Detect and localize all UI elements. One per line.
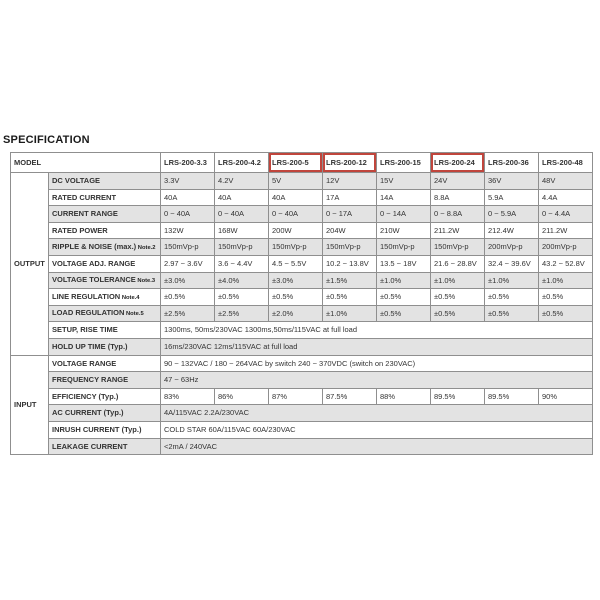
value-span-cell: 90 ~ 132VAC / 180 ~ 264VAC by switch 240 ~ 370VDC (switch on 230VAC) [161, 355, 593, 372]
value-cell: ±0.5% [377, 289, 431, 306]
model-header-lrs-200-5: LRS-200-5 [269, 153, 323, 173]
value-cell: ±1.5% [323, 272, 377, 289]
value-cell: 3.3V [161, 173, 215, 190]
spec-row-rated-current [11, 189, 593, 206]
spec-row-voltage-range [11, 355, 593, 372]
value-cell: ±4.0% [215, 272, 269, 289]
row-note: Note.3 [135, 277, 156, 284]
value-cell: 200W [269, 222, 323, 239]
value-cell: 12V [323, 173, 377, 190]
row-label: LOAD REGULATION Note.5 [49, 305, 161, 322]
value-cell: 40A [161, 189, 215, 206]
value-cell: 212.4W [485, 222, 539, 239]
row-note: Note.2 [136, 244, 156, 251]
value-cell: 40A [269, 189, 323, 206]
spec-row-frequency-range [11, 372, 593, 389]
value-cell: 5.9A [485, 189, 539, 206]
value-cell: ±1.0% [485, 272, 539, 289]
value-cell: ±0.5% [269, 289, 323, 306]
row-label: LEAKAGE CURRENT [49, 438, 161, 455]
row-label: HOLD UP TIME (Typ.) [49, 338, 161, 355]
value-cell: 90% [539, 388, 593, 405]
value-cell: ±3.0% [161, 272, 215, 289]
value-cell: ±1.0% [377, 272, 431, 289]
value-cell: ±1.0% [431, 272, 485, 289]
value-cell: 5V [269, 173, 323, 190]
value-cell: ±1.0% [323, 305, 377, 322]
spec-table-body [11, 173, 593, 455]
value-cell: 211.2W [431, 222, 485, 239]
row-label: LINE REGULATION Note.4 [49, 289, 161, 306]
model-header-lrs-200-4-2: LRS-200-4.2 [215, 153, 269, 173]
value-cell: ±0.5% [431, 305, 485, 322]
value-cell: 0 ~ 4.4A [539, 206, 593, 223]
value-cell: ±2.0% [269, 305, 323, 322]
value-cell: 15V [377, 173, 431, 190]
value-cell: 204W [323, 222, 377, 239]
value-cell: 86% [215, 388, 269, 405]
value-cell: 0 ~ 17A [323, 206, 377, 223]
value-cell: ±0.5% [539, 289, 593, 306]
model-header-lrs-200-12: LRS-200-12 [323, 153, 377, 173]
value-cell: ±0.5% [485, 305, 539, 322]
value-cell: 14A [377, 189, 431, 206]
value-span-cell: 1300ms, 50ms/230VAC 1300ms,50ms/115VAC at full load [161, 322, 593, 339]
value-cell: 0 ~ 14A [377, 206, 431, 223]
value-cell: 211.2W [539, 222, 593, 239]
value-cell: ±2.5% [161, 305, 215, 322]
value-cell: 4.2V [215, 173, 269, 190]
spec-row-hold-up-time-typ [11, 338, 593, 355]
section-label-output: OUTPUT [11, 173, 49, 356]
spec-row-setup-rise-time [11, 322, 593, 339]
model-header-lrs-200-15: LRS-200-15 [377, 153, 431, 173]
value-span-cell: <2mA / 240VAC [161, 438, 593, 455]
value-cell: ±2.5% [215, 305, 269, 322]
spec-row-inrush-current-typ [11, 421, 593, 438]
value-cell: 83% [161, 388, 215, 405]
value-cell: ±0.5% [323, 289, 377, 306]
value-cell: ±0.5% [539, 305, 593, 322]
spec-row-dc-voltage [11, 173, 593, 190]
row-label: RATED POWER [49, 222, 161, 239]
model-header-lrs-200-24: LRS-200-24 [431, 153, 485, 173]
row-label: SETUP, RISE TIME [49, 322, 161, 339]
value-cell: 0 ~ 40A [215, 206, 269, 223]
row-label: CURRENT RANGE [49, 206, 161, 223]
value-cell: 200mVp-p [485, 239, 539, 256]
value-cell: 10.2 ~ 13.8V [323, 255, 377, 272]
row-label: DC VOLTAGE [49, 173, 161, 190]
spec-row-line-regulation [11, 289, 593, 306]
value-cell: 17A [323, 189, 377, 206]
value-cell: 150mVp-p [323, 239, 377, 256]
spec-row-rated-power [11, 222, 593, 239]
value-cell: 150mVp-p [215, 239, 269, 256]
value-cell: 0 ~ 40A [161, 206, 215, 223]
value-cell: 150mVp-p [269, 239, 323, 256]
value-cell: 3.6 ~ 4.4V [215, 255, 269, 272]
model-header-lrs-200-3-3: LRS-200-3.3 [161, 153, 215, 173]
value-cell: 87% [269, 388, 323, 405]
value-cell: 0 ~ 5.9A [485, 206, 539, 223]
spec-row-efficiency-typ [11, 388, 593, 405]
value-cell: 0 ~ 40A [269, 206, 323, 223]
value-span-cell: 16ms/230VAC 12ms/115VAC at full load [161, 338, 593, 355]
value-cell: ±0.5% [161, 289, 215, 306]
page-title: SPECIFICATION [3, 134, 90, 146]
model-header-lrs-200-48: LRS-200-48 [539, 153, 593, 173]
spec-row-ac-current-typ [11, 405, 593, 422]
value-cell: 4.5 ~ 5.5V [269, 255, 323, 272]
value-cell: 0 ~ 8.8A [431, 206, 485, 223]
value-cell: ±0.5% [377, 305, 431, 322]
model-header-lrs-200-36: LRS-200-36 [485, 153, 539, 173]
value-cell: ±0.5% [431, 289, 485, 306]
value-cell: 2.97 ~ 3.6V [161, 255, 215, 272]
value-cell: 48V [539, 173, 593, 190]
value-cell: 150mVp-p [431, 239, 485, 256]
value-cell: 43.2 ~ 52.8V [539, 255, 593, 272]
value-span-cell: COLD STAR 60A/115VAC 60A/230VAC [161, 421, 593, 438]
row-label: VOLTAGE RANGE [49, 355, 161, 372]
row-label: RATED CURRENT [49, 189, 161, 206]
value-cell: 200mVp-p [539, 239, 593, 256]
value-span-cell: 47 ~ 63Hz [161, 372, 593, 389]
value-cell: 210W [377, 222, 431, 239]
value-cell: 32.4 ~ 39.6V [485, 255, 539, 272]
spec-row-current-range [11, 206, 593, 223]
value-cell: 88% [377, 388, 431, 405]
spec-row-leakage-current [11, 438, 593, 455]
row-label: RIPPLE & NOISE (max.) Note.2 [49, 239, 161, 256]
row-label: INRUSH CURRENT (Typ.) [49, 421, 161, 438]
value-cell: ±3.0% [269, 272, 323, 289]
value-cell: 132W [161, 222, 215, 239]
row-label: EFFICIENCY (Typ.) [49, 388, 161, 405]
value-cell: 168W [215, 222, 269, 239]
value-cell: 4.4A [539, 189, 593, 206]
row-note: Note.5 [124, 311, 144, 318]
value-cell: 24V [431, 173, 485, 190]
value-cell: 89.5% [431, 388, 485, 405]
value-cell: 87.5% [323, 388, 377, 405]
value-cell: 13.5 ~ 18V [377, 255, 431, 272]
row-note: Note.4 [120, 294, 140, 301]
value-span-cell: 4A/115VAC 2.2A/230VAC [161, 405, 593, 422]
value-cell: 89.5% [485, 388, 539, 405]
row-label: VOLTAGE ADJ. RANGE [49, 255, 161, 272]
value-cell: ±1.0% [539, 272, 593, 289]
row-label: FREQUENCY RANGE [49, 372, 161, 389]
value-cell: ±0.5% [215, 289, 269, 306]
model-header-row [11, 153, 593, 173]
model-label-cell: MODEL [11, 153, 161, 173]
section-label-input: INPUT [11, 355, 49, 455]
specification-table [10, 152, 593, 455]
value-cell: 21.6 ~ 28.8V [431, 255, 485, 272]
row-label: VOLTAGE TOLERANCE Note.3 [49, 272, 161, 289]
spec-row-ripple-noise-max [11, 239, 593, 256]
value-cell: ±0.5% [485, 289, 539, 306]
spec-row-voltage-adj-range [11, 255, 593, 272]
row-label: AC CURRENT (Typ.) [49, 405, 161, 422]
value-cell: 40A [215, 189, 269, 206]
spec-row-voltage-tolerance [11, 272, 593, 289]
value-cell: 150mVp-p [161, 239, 215, 256]
spec-row-load-regulation [11, 305, 593, 322]
value-cell: 8.8A [431, 189, 485, 206]
value-cell: 36V [485, 173, 539, 190]
value-cell: 150mVp-p [377, 239, 431, 256]
